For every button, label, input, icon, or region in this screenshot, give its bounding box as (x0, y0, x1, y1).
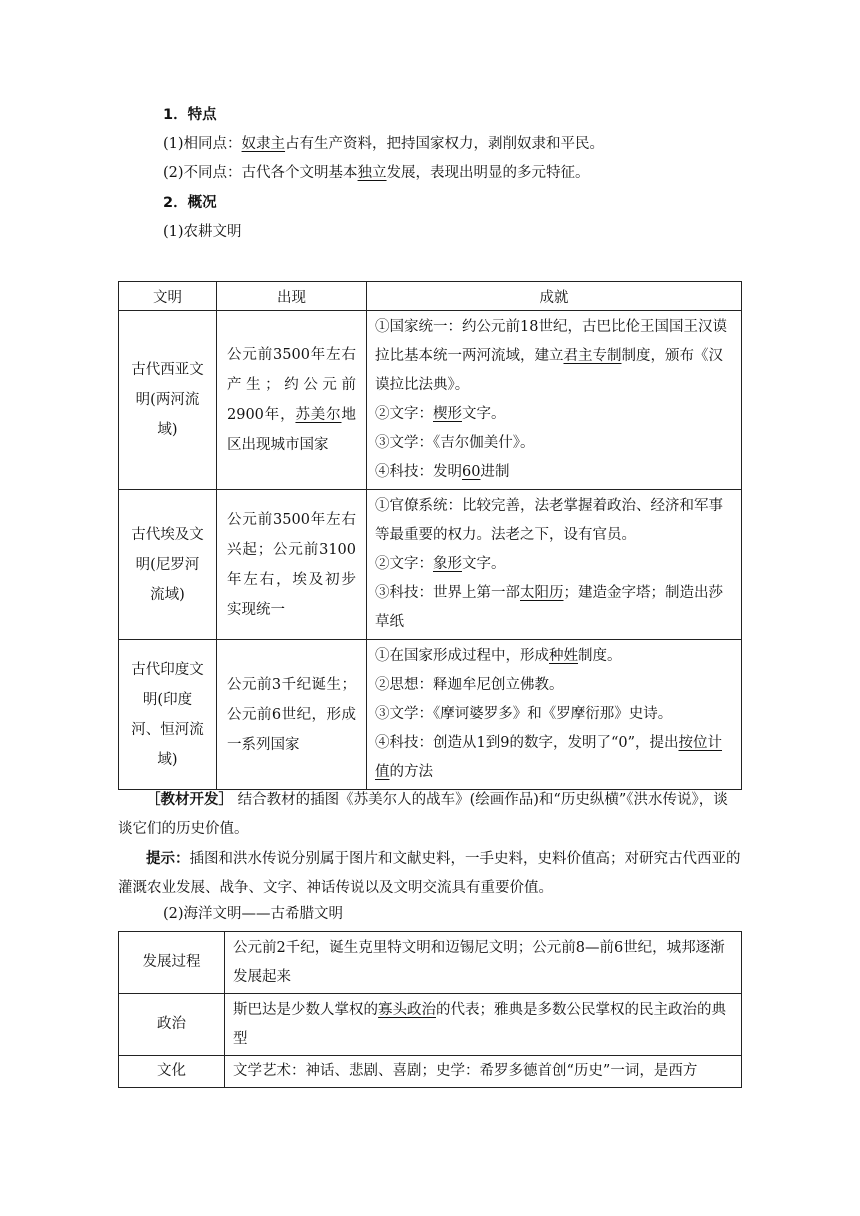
table-row (119, 640, 742, 790)
similarity-line: (1)相同点：奴隶主占有生产资料，把持国家权力，剥削奴隶和平民。 (163, 136, 605, 152)
civ-name-egypt: 古代埃及文明(尼罗河流域) (119, 490, 217, 640)
hint-paragraph: 提示：插图和洪水传说分别属于图片和文献史料，一手史料，史料价值高；对研究古代西亚的灌溉农业发展、战争、文字、神话传说以及文明交流具有重要价值。 (118, 851, 741, 896)
row-value: 公元前2千纪，诞生克里特文明和迈锡尼文明；公元前8—前6世纪，城邦逐渐发展起来 (225, 932, 742, 994)
achievement-cell: ①在国家形成过程中，形成种姓制度。 ②思想：释迦牟尼创立佛教。 ③文学：《摩诃婆罗多》和《罗摩衍那》史诗。 ④科技：创造从1到9的数字，发明了“0”，提出按位计值的方法 (367, 640, 742, 790)
appearance-cell: 公元前3500年左右兴起；公元前3100年左右，埃及初步实现统一 (217, 490, 367, 640)
textbook-development: ［教材开发］ 结合教材的插图《苏美尔人的战车》(绘画作品)和“历史纵横”《洪水传说》，谈谈它们的历史价值。 (118, 792, 728, 837)
header-civilization: 文明 (119, 282, 217, 311)
table-row (119, 311, 742, 490)
subheading-farming: (1)农耕文明 (163, 224, 242, 240)
civ-name-west-asia: 古代西亚文明(两河流域) (119, 311, 217, 490)
achievement-cell: ①官僚系统：比较完善，法老掌握着政治、经济和军事等最重要的权力。法老之下，设有官员。 ②文字：象形文字。 ③科技：世界上第一部太阳历；建造金字塔；制造出莎草纸 (367, 490, 742, 640)
difference-line: (2)不同点：古代各个文明基本独立发展，表现出明显的多元特征。 (163, 165, 590, 181)
ocean-civilization-table (118, 931, 742, 1088)
farming-civilization-table (118, 281, 742, 790)
table-header-row (119, 282, 742, 311)
subheading-ocean: (2)海洋文明——古希腊文明 (163, 906, 344, 922)
civ-name-india: 古代印度文明(印度河、恒河流域) (119, 640, 217, 790)
achievement-cell: ①国家统一：约公元前18世纪，古巴比伦王国国王汉谟拉比基本统一两河流域，建立君主专制制度，颁布《汉谟拉比法典》。 ②文字：楔形文字。 ③文学：《吉尔伽美什》。 ④科技：发明60进制 (367, 311, 742, 490)
heading-features: 1．特点 (163, 107, 217, 123)
appearance-cell: 公元前3500年左右产生；约公元前2900年，苏美尔地区出现城市国家 (217, 311, 367, 490)
header-appearance: 出现 (217, 282, 367, 311)
table-row (119, 490, 742, 640)
row-key: 文化 (119, 1056, 225, 1088)
table-row (119, 1056, 742, 1088)
table-row (119, 994, 742, 1056)
row-key: 政治 (119, 994, 225, 1056)
header-achievement: 成就 (367, 282, 742, 311)
table-row (119, 932, 742, 994)
row-value: 文学艺术：神话、悲剧、喜剧；史学：希罗多德首创“历史”一词，是西方 (225, 1056, 742, 1088)
heading-overview: 2．概况 (163, 195, 217, 211)
row-key: 发展过程 (119, 932, 225, 994)
appearance-cell: 公元前3千纪诞生；公元前6世纪，形成一系列国家 (217, 640, 367, 790)
row-value: 斯巴达是少数人掌权的寡头政治的代表；雅典是多数公民掌权的民主政治的典型 (225, 994, 742, 1056)
